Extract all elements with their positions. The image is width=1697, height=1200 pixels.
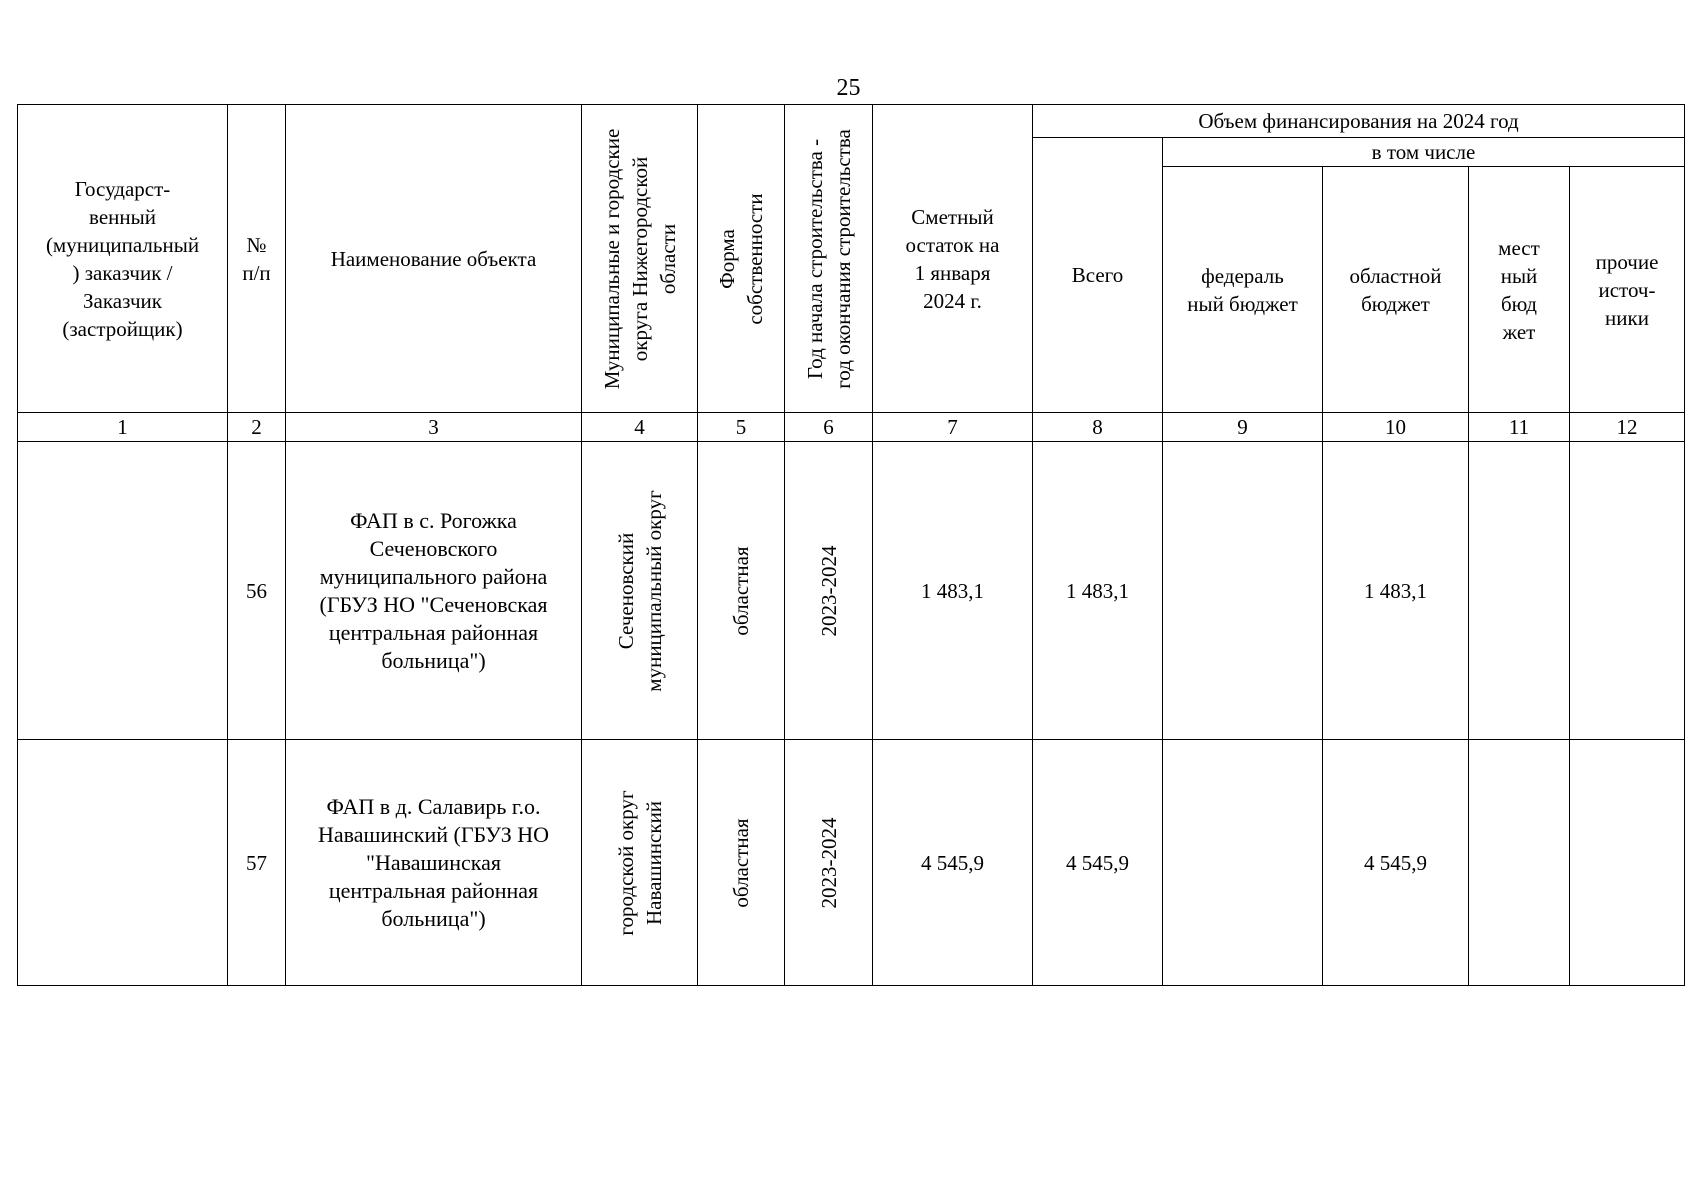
row-construction-years: 2023-2024 xyxy=(785,442,873,740)
column-number: 3 xyxy=(286,413,582,442)
row-other-sources xyxy=(1570,442,1685,740)
row-number: 57 xyxy=(228,740,286,986)
row-estimate-balance: 4 545,9 xyxy=(873,740,1033,986)
header-federal-budget: федераль ный бюджет xyxy=(1163,167,1323,413)
row-object-name: ФАП в с. Рогожка Сеченовского муниципального района (ГБУЗ НО "Сеченовская центральная районная больница") xyxy=(286,442,582,740)
header-local-budget: мест ный бюд жет xyxy=(1469,167,1570,413)
page-number: 25 xyxy=(836,75,861,101)
header-estimate-balance: Сметный остаток на 1 января 2024 г. xyxy=(873,105,1033,413)
column-number: 1 xyxy=(18,413,228,442)
column-number: 6 xyxy=(785,413,873,442)
row-regional-budget: 4 545,9 xyxy=(1323,740,1469,986)
header-regional-budget: областной бюджет xyxy=(1323,167,1469,413)
row-other-sources xyxy=(1570,740,1685,986)
row-ownership: областная xyxy=(698,442,785,740)
table-row xyxy=(18,740,1685,986)
header-customer: Государст- венный (муниципальный ) заказчик / Заказчик (застройщик) xyxy=(18,105,228,413)
header-other-sources: прочие источ- ники xyxy=(1570,167,1685,413)
header-number: № п/п xyxy=(228,105,286,413)
row-municipal-district: Сеченовский муниципальный округ xyxy=(582,442,698,740)
column-number: 5 xyxy=(698,413,785,442)
column-number: 8 xyxy=(1033,413,1163,442)
financing-table xyxy=(17,104,1685,986)
column-number: 10 xyxy=(1323,413,1469,442)
table-row xyxy=(18,442,1685,740)
column-number-row xyxy=(18,413,1685,442)
row-federal-budget xyxy=(1163,442,1323,740)
row-ownership: областная xyxy=(698,740,785,986)
column-number: 2 xyxy=(228,413,286,442)
row-number: 56 xyxy=(228,442,286,740)
row-regional-budget: 1 483,1 xyxy=(1323,442,1469,740)
header-object-name: Наименование объекта xyxy=(286,105,582,413)
row-municipal-district: городской округ Навашинский xyxy=(582,740,698,986)
header-including: в том числе xyxy=(1163,138,1685,167)
row-federal-budget xyxy=(1163,740,1323,986)
row-object-name: ФАП в д. Салавирь г.о. Навашинский (ГБУЗ НО "Навашинская центральная районная больница") xyxy=(286,740,582,986)
header-municipal-district: Муниципальные и городские округа Нижегородской области xyxy=(582,105,698,413)
row-customer xyxy=(18,442,228,740)
column-number: 12 xyxy=(1570,413,1685,442)
column-number: 7 xyxy=(873,413,1033,442)
row-customer xyxy=(18,740,228,986)
row-local-budget xyxy=(1469,740,1570,986)
row-total: 1 483,1 xyxy=(1033,442,1163,740)
row-local-budget xyxy=(1469,442,1570,740)
column-number: 9 xyxy=(1163,413,1323,442)
row-total: 4 545,9 xyxy=(1033,740,1163,986)
row-construction-years: 2023-2024 xyxy=(785,740,873,986)
header-ownership: Форма собственности xyxy=(698,105,785,413)
header-total: Всего xyxy=(1033,138,1163,413)
column-number: 4 xyxy=(582,413,698,442)
row-estimate-balance: 1 483,1 xyxy=(873,442,1033,740)
column-number: 11 xyxy=(1469,413,1570,442)
header-construction-years: Год начала строительства - год окончания строительства xyxy=(785,105,873,413)
header-financing-title: Объем финансирования на 2024 год xyxy=(1033,105,1685,138)
